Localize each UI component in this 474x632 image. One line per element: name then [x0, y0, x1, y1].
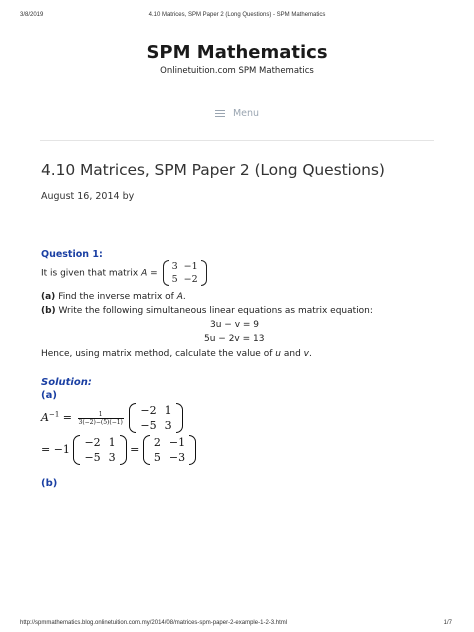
site-tagline: Onlinetuition.com SPM Mathematics: [160, 66, 314, 76]
menu-toggle-button[interactable]: [0, 108, 474, 119]
post-by: by: [122, 191, 135, 202]
solution-heading: Solution:: [41, 377, 92, 388]
hamburger-icon: [215, 108, 225, 119]
inverse-matrix: 2 −1 5 −3: [143, 435, 196, 465]
header-divider: [40, 140, 434, 141]
question-part-b: (b) Write the following simultaneous linear equations as matrix equation:: [41, 306, 373, 316]
print-date: 3/8/2019: [20, 12, 44, 18]
adjoint-matrix: −2 1 −5 3: [129, 403, 182, 433]
inverse-formula: $A^{-1}$ = $\frac{1}{3(-2)-(5)(-1)}$ −2 1 −5 3: [41, 403, 183, 433]
question-heading: Question 1:: [41, 249, 103, 260]
equation-2: 5u − 2v = 13: [204, 334, 265, 344]
print-page-title: 4.10 Matrices, SPM Paper 2 (Long Questions) - SPM Mathematics: [148, 12, 326, 18]
inverse-result: = −1 −2 1 −5 3 = 2 −1 5 −3: [41, 435, 196, 465]
question-part-a: (a) Find the inverse matrix of A.: [41, 292, 186, 302]
post-date[interactable]: August 16, 2014: [41, 191, 120, 202]
determinant-fraction: $\frac{1}{3(-2)-(5)(-1)}$: [78, 410, 123, 426]
print-page-number: 1/7: [443, 620, 452, 626]
adjoint-matrix-repeat: −2 1 −5 3: [73, 435, 126, 465]
equation-1: 3u − v = 9: [210, 320, 260, 330]
post-title: 4.10 Matrices, SPM Paper 2 (Long Questions): [41, 161, 385, 179]
solution-part-b-label: (b): [41, 478, 58, 489]
solution-part-a-label: (a): [41, 390, 57, 401]
question-hence: Hence, using matrix method, calculate the value of u and v.: [41, 349, 312, 359]
matrix-a: 3 −1 5 −2: [163, 260, 207, 286]
menu-label: Menu: [232, 108, 260, 119]
print-url: http://spmmathematics.blog.onlinetuition.com.my/2014/08/matrices-spm-paper-2-example-1-2-3.html: [20, 620, 288, 626]
question-intro: It is given that matrix A = 3 −1 5 −2: [41, 260, 207, 286]
post-meta: [41, 191, 134, 202]
site-title[interactable]: SPM Mathematics: [146, 42, 328, 63]
